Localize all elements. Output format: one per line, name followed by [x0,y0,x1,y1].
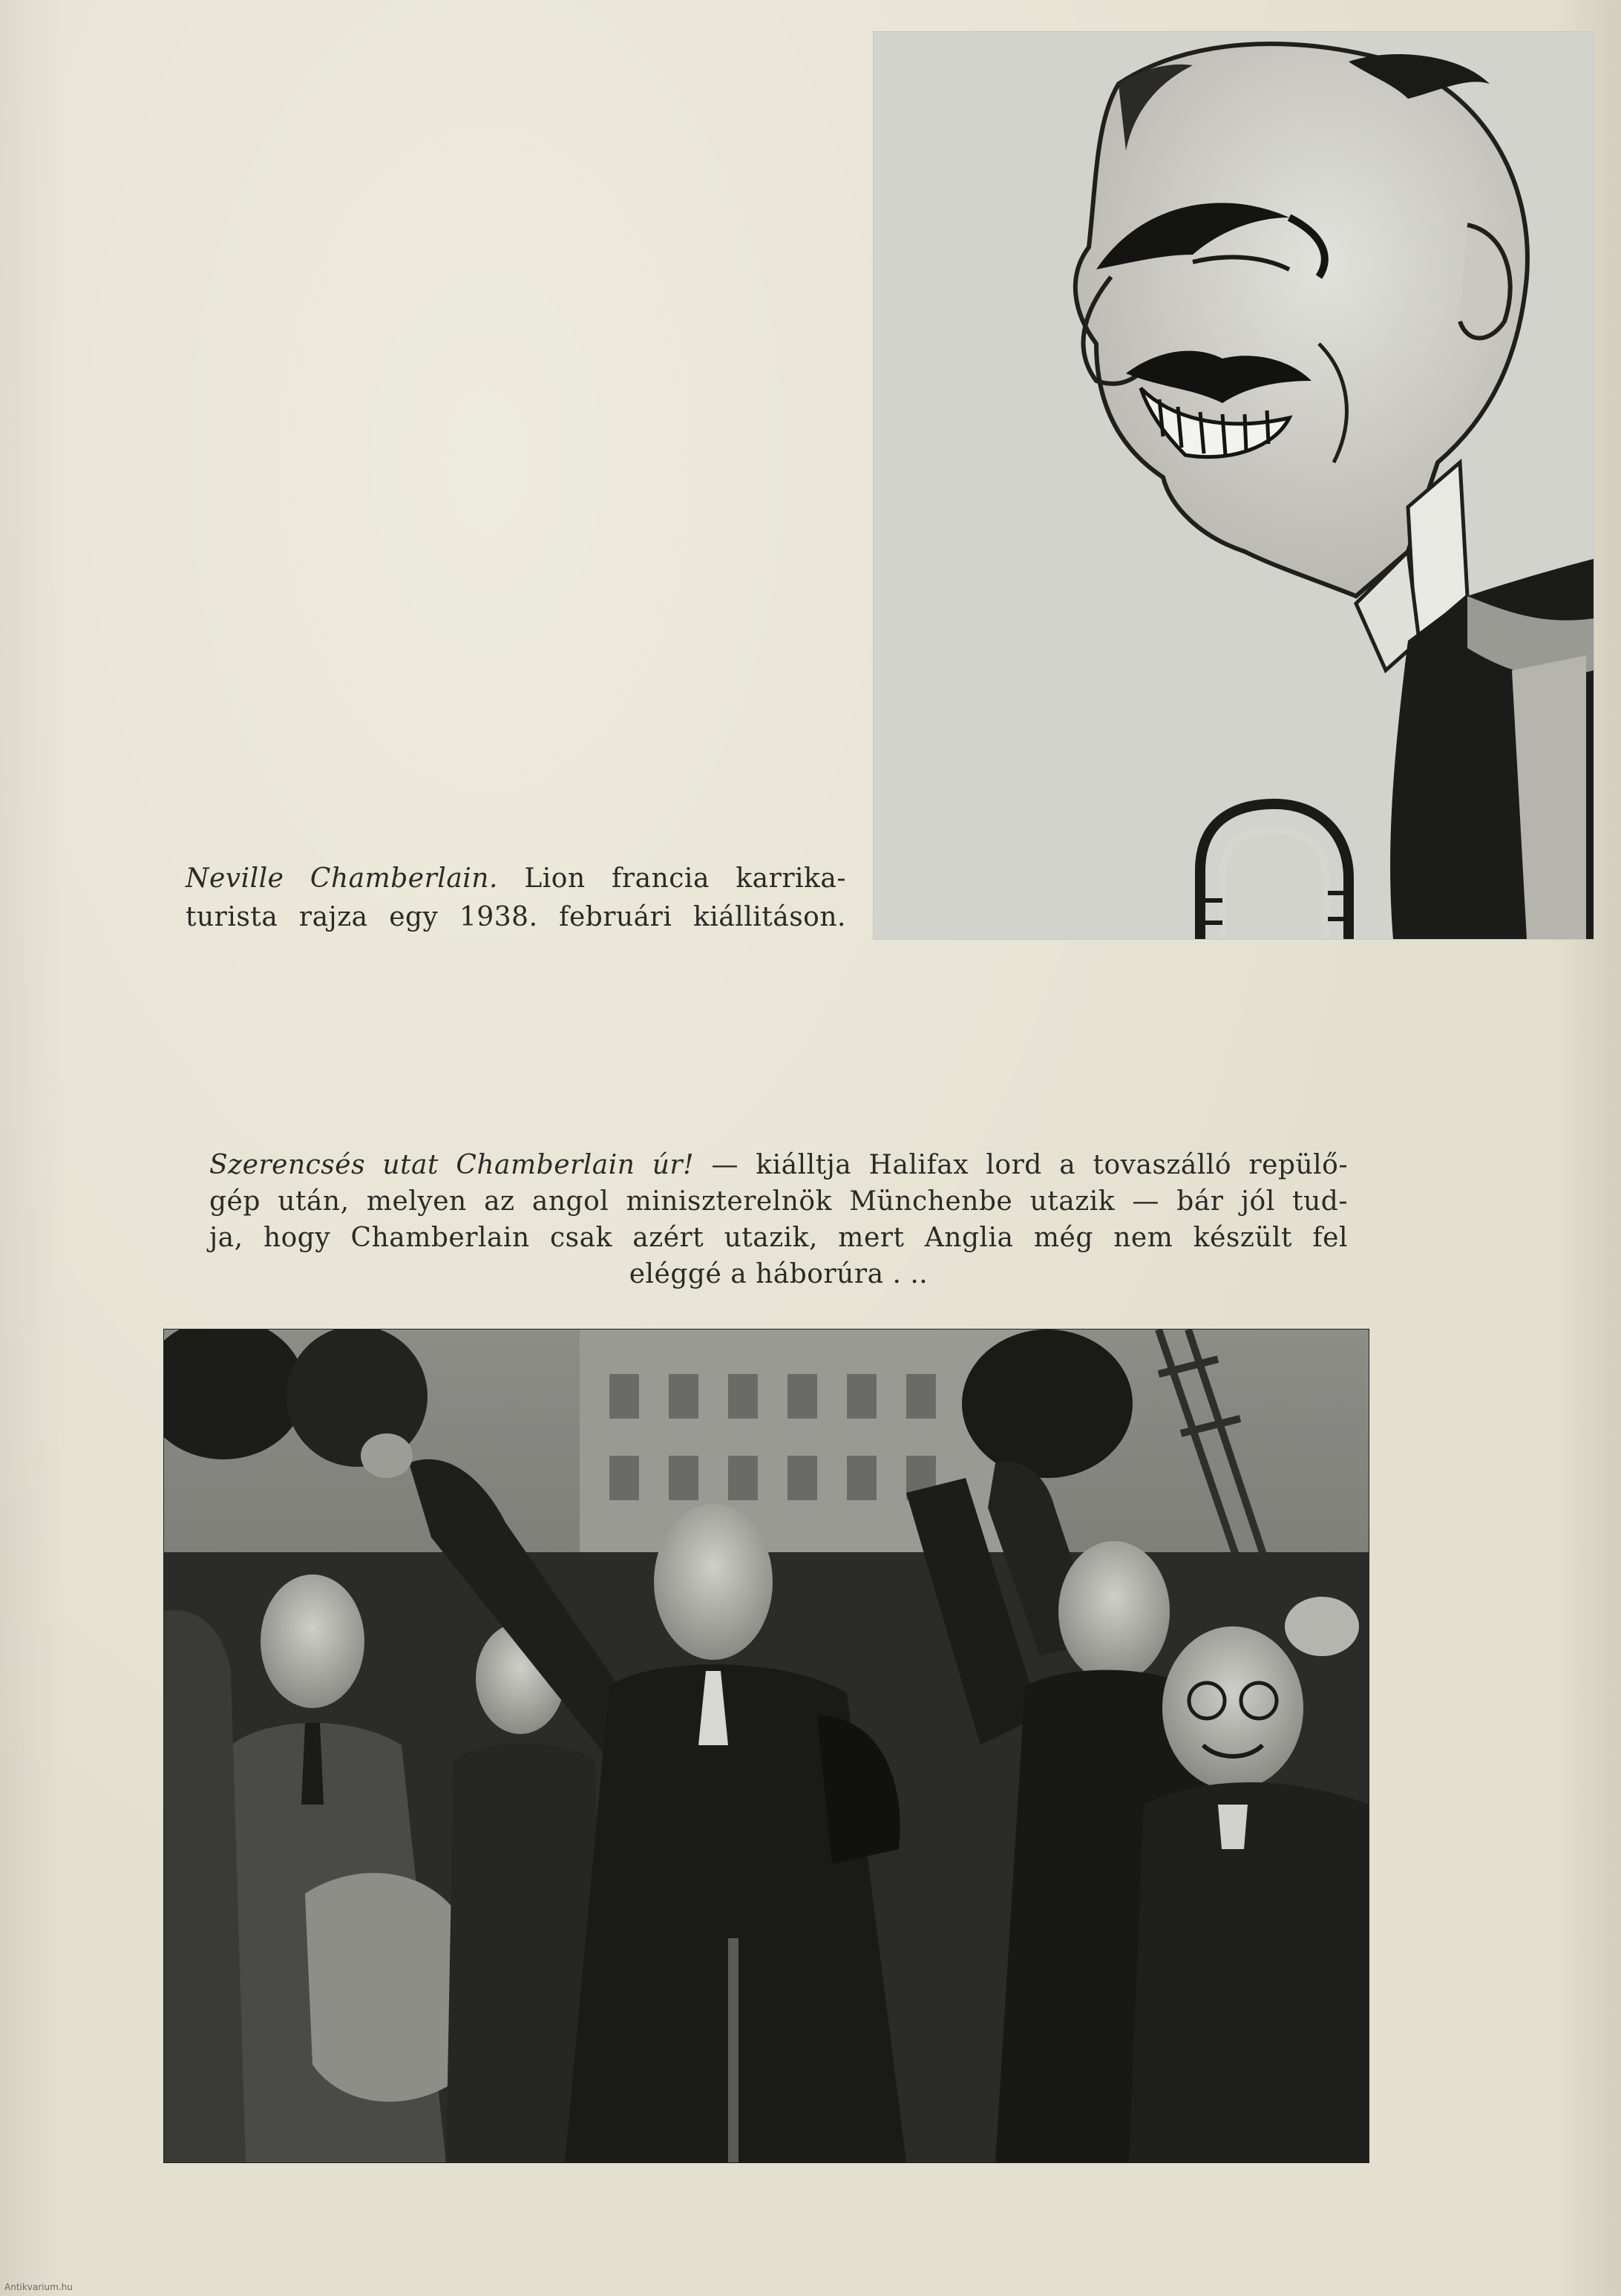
caricature-drawing [874,32,1594,939]
caption-2-line-1-rest: — kiálltja Halifax lord a tovaszálló repülő- [711,1150,1348,1180]
caption-2-line-3: ja, hogy Chamberlain csak azért utazik, mert Anglia még nem készült fel [209,1223,1348,1253]
caricature-illustration [873,31,1594,940]
caption-1-line-1 [186,860,846,898]
caption-1-line-2: turista rajza egy 1938. februári kiállitáson. [186,902,846,932]
photograph-scene [164,1329,1369,2162]
caption-1-name: Neville Chamberlain. [186,863,498,894]
crowd-photograph [163,1329,1369,2163]
caption-2-line-2: gép után, melyen az angol miniszterelnök Münchenbe utazik — bár jól tud- [209,1186,1348,1217]
caption-2-line-1 [209,1147,1348,1183]
watermark-text: Antikvarium.hu [4,2282,73,2292]
photo-caption [209,1147,1348,1292]
caption-2-line-4: eléggé a háborúra . .. [629,1259,929,1289]
caption-1-line-1-rest: Lion francia karrika- [524,863,846,894]
caricature-caption [186,860,846,937]
caption-2-quote: Szerencsés utat Chamberlain úr! [209,1150,695,1180]
